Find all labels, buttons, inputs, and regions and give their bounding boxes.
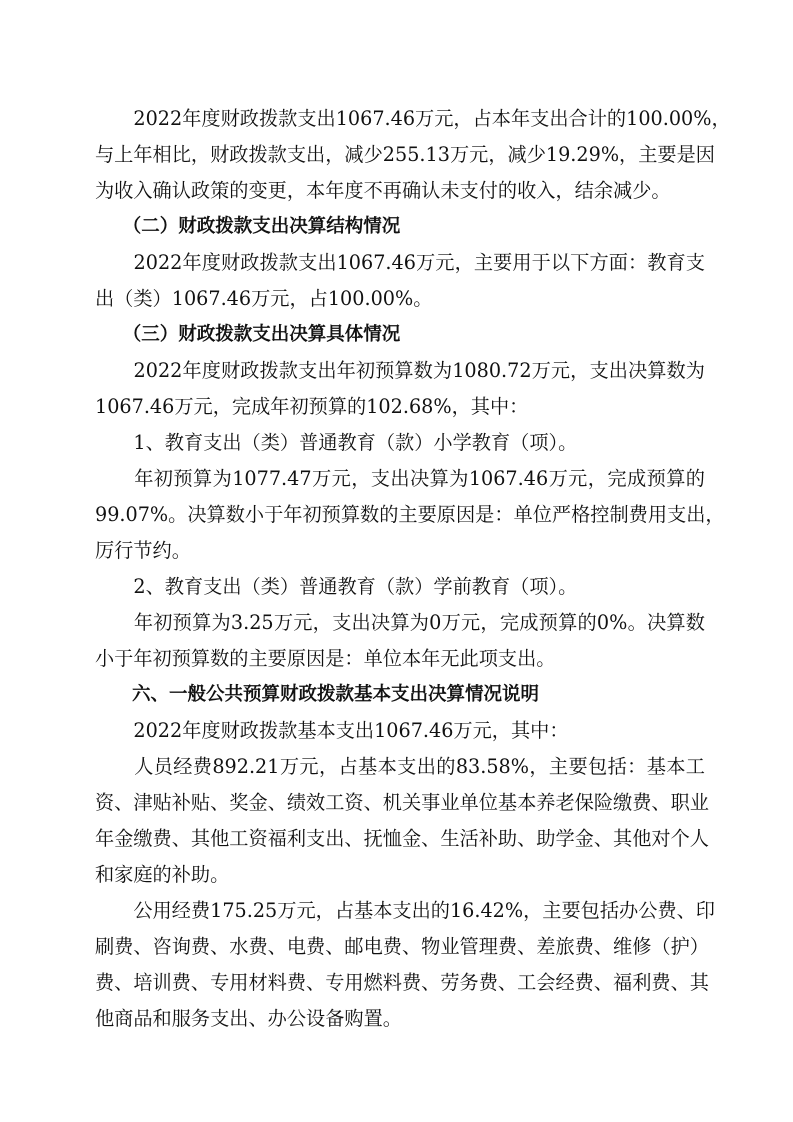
- paragraph-line: 2022年度财政拨款支出1067.46万元，占本年支出合计的100.00%，: [95, 107, 731, 130]
- paragraph-line: 年初预算为3.25万元，支出决算为0万元，完成预算的0%。决算数: [95, 611, 705, 634]
- paragraph-line: 人员经费892.21万元，占基本支出的83.58%，主要包括：基本工: [95, 755, 705, 778]
- paragraph-line: 费、培训费、专用材料费、专用燃料费、劳务费、工会经费、福利费、其: [95, 971, 709, 994]
- paragraph-line: 公用经费175.25万元，占基本支出的16.42%，主要包括办公费、印: [95, 899, 715, 922]
- section-heading: 六、一般公共预算财政拨款基本支出决算情况说明: [95, 684, 540, 705]
- paragraph-line: 年金缴费、其他工资福利支出、抚恤金、生活补助、助学金、其他对个人: [95, 827, 709, 850]
- paragraph-line: 为收入确认政策的变更，本年度不再确认未支付的收入，结余减少。: [95, 179, 671, 202]
- paragraph-line: 资、津贴补贴、奖金、绩效工资、机关事业单位基本养老保险缴费、职业: [95, 791, 709, 814]
- paragraph-line: 2022年度财政拨款基本支出1067.46万元，其中：: [95, 719, 569, 742]
- paragraph-line: 他商品和服务支出、办公设备购置。: [95, 1007, 402, 1030]
- paragraph-line: 2022年度财政拨款支出年初预算数为1080.72万元，支出决算数为: [95, 359, 705, 382]
- paragraph-line: 2022年度财政拨款支出1067.46万元，主要用于以下方面：教育支: [95, 251, 705, 274]
- paragraph-line: 刷费、咨询费、水费、电费、邮电费、物业管理费、差旅费、维修（护）: [95, 935, 709, 958]
- paragraph-line: 年初预算为1077.47万元，支出决算为1067.46万元，完成预算的: [95, 467, 705, 490]
- paragraph-line: 99.07%。决算数小于年初预算数的主要原因是：单位严格控制费用支出，: [95, 503, 725, 526]
- section-heading: （二）财政拨款支出决算结构情况: [95, 216, 401, 237]
- paragraph-line: 1067.46万元，完成年初预算的102.68%，其中：: [95, 395, 529, 418]
- paragraph-line: 1、教育支出（类）普通教育（款）小学教育（项）。: [95, 431, 578, 454]
- paragraph-line: 小于年初预算数的主要原因是：单位本年无此项支出。: [95, 647, 556, 670]
- paragraph-line: 2、教育支出（类）普通教育（款）学前教育（项）。: [95, 575, 578, 598]
- section-heading: （三）财政拨款支出决算具体情况: [95, 324, 401, 345]
- paragraph-line: 和家庭的补助。: [95, 863, 230, 886]
- paragraph-line: 出（类）1067.46万元，占100.00%。: [95, 287, 433, 310]
- paragraph-line: 与上年相比，财政拨款支出，减少255.13万元，减少19.29%，主要是因: [95, 143, 715, 166]
- paragraph-line: 厉行节约。: [95, 539, 191, 562]
